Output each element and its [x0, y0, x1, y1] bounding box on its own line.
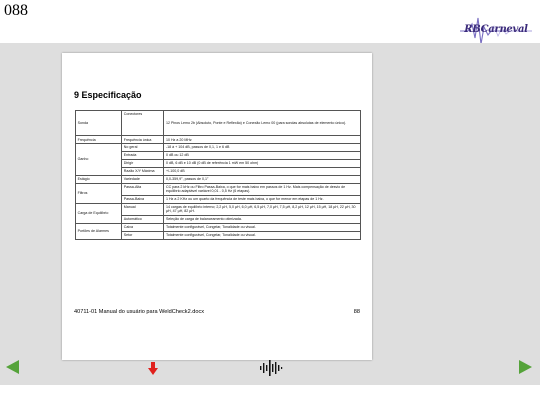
table-row	[76, 203, 361, 215]
table-row	[76, 136, 361, 144]
footer-filename: 40711-01 Manual do usuário para WeldCheck2.docx	[74, 309, 205, 315]
spec-value: 0 dB ou 12 dB	[164, 152, 361, 160]
spec-subcategory: Passa-Baixa	[122, 195, 164, 203]
table-row	[76, 183, 361, 195]
spec-value: 12 Pinos Lemo 2b (Absoluto, Ponte e Reflexão) e Conexão Lemo 00 (para sondas absolutas de elemento único).	[164, 111, 361, 136]
logo-text: RBCarneval	[464, 24, 528, 35]
spec-subcategory: Manual	[122, 203, 164, 215]
spec-subcategory: Variedade	[122, 175, 164, 183]
spec-category: Sonda	[76, 111, 122, 136]
spec-subcategory: Conectores	[122, 111, 164, 136]
down-arrow-icon[interactable]	[148, 362, 158, 376]
spec-category: Frequência	[76, 136, 122, 144]
spec-category: Filtros	[76, 183, 122, 203]
footer-page-number: 88	[353, 309, 360, 315]
table-row	[76, 175, 361, 183]
spec-subcategory: Caixa	[122, 223, 164, 231]
page-footer	[74, 309, 360, 315]
spec-subcategory: Setor	[122, 231, 164, 239]
spec-subcategory: Passa-Alta	[122, 183, 164, 195]
document-viewer	[0, 43, 540, 385]
table-row	[76, 223, 361, 231]
table-row	[76, 111, 361, 136]
specification-table	[75, 110, 361, 240]
spec-value: CC para 2 kHz ou Filtro Passa-Baixa, o que for mais baixo em passos de 1 Hz. Mais compensação de desvio de equilíbrio adaptável variável 0,01 - 0,5 Hz (6 etapas).	[164, 183, 361, 195]
spec-subcategory: Razão X/Y Máxima	[122, 167, 164, 175]
page-number: 088	[4, 2, 28, 19]
spec-value: 14 cargas de equilíbrio interno; 2,2 µH, 5,0 µH, 6,0 µH, 6,5 µH, 7,0 µH, 7,5 µH, 8,2 µH, 12 µH, 15 µH, 18 µH, 22 µH, 30 µH, 47 µH, 82 µH.	[164, 203, 361, 215]
spec-value: Seleção de carga de balanceamento otimizada.	[164, 216, 361, 224]
table-row	[76, 144, 361, 152]
spec-value: 10 Hz a 20 MHz	[164, 136, 361, 144]
spec-value: 0 dB, 6 dB e 10 dB (0 dB de referência 1 mW em 50 ohm)	[164, 159, 361, 167]
spec-category: Portões de Alarmes	[76, 223, 122, 239]
arrow-left-icon[interactable]	[6, 360, 19, 374]
arrow-right-icon[interactable]	[519, 360, 532, 374]
spec-subcategory: No geral	[122, 144, 164, 152]
audio-waveform-icon[interactable]	[259, 360, 283, 376]
document-page	[62, 53, 372, 360]
spec-value: +/-100,0 dB	[164, 167, 361, 175]
section-heading: 9 Especificação	[74, 90, 142, 100]
spec-category: Carga de Equilíbrio	[76, 203, 122, 223]
spec-subcategory: Frequência única	[122, 136, 164, 144]
spec-subcategory: Automático	[122, 216, 164, 224]
spec-value: 0,0-359,9°, passos de 0,1°	[164, 175, 361, 183]
spec-value: 1 Hz a 2 KHz ou um quarto da frequência de teste mais baixa, o que for menor em etapas de 1 Hz.	[164, 195, 361, 203]
spec-subcategory: Dirigir	[122, 159, 164, 167]
spec-subcategory: Entrada	[122, 152, 164, 160]
spec-value: Totalmente configurável, Congelar, Tonalidade ou visual.	[164, 231, 361, 239]
spec-value: Totalmente configurável, Congelar, Tonalidade ou visual.	[164, 223, 361, 231]
spec-category: Ganho	[76, 144, 122, 175]
spec-value: -18 à + 104 dB, passos de 0,1, 1 e 6 dB	[164, 144, 361, 152]
spec-category: Estágio	[76, 175, 122, 183]
